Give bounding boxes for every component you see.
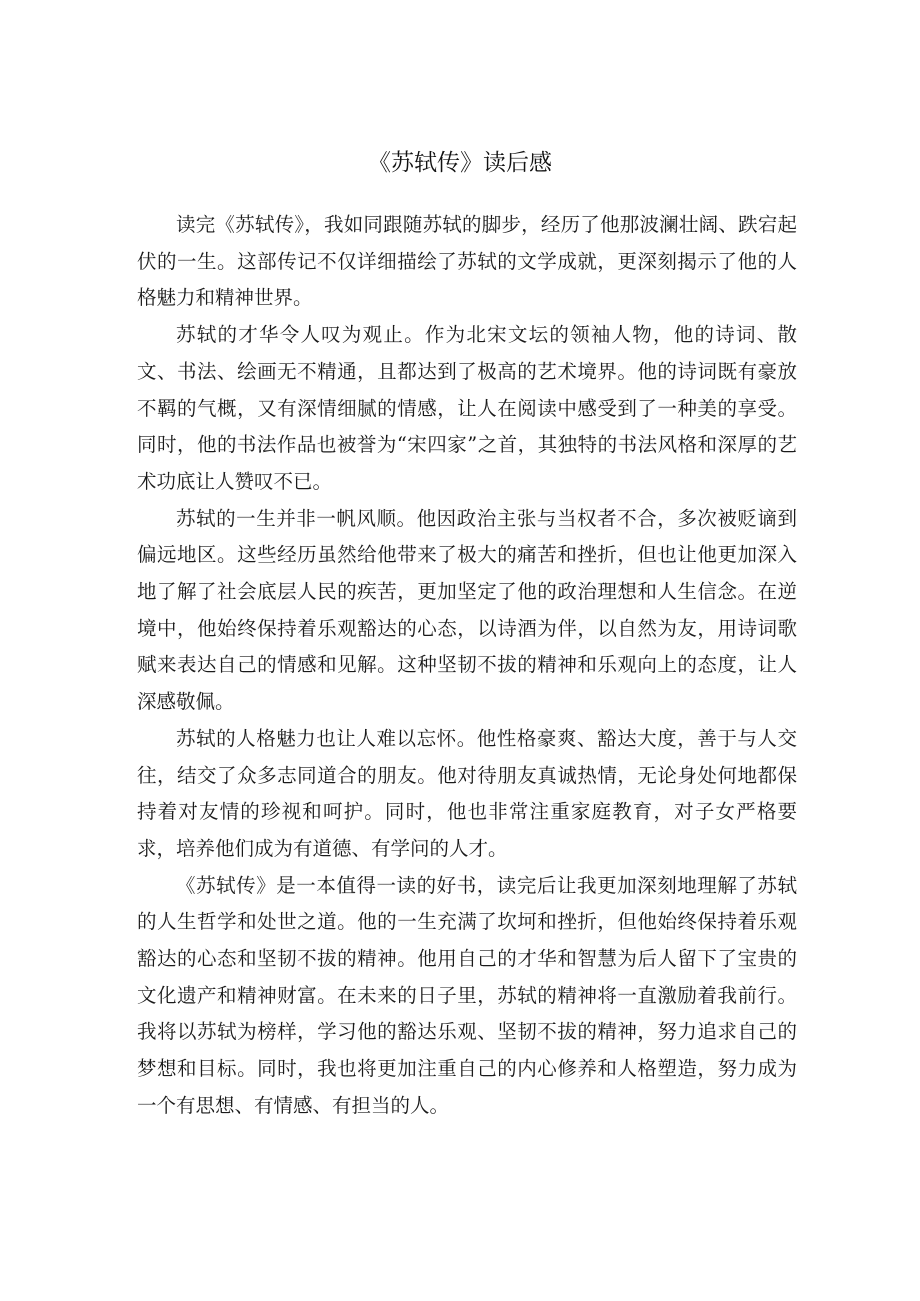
document-title: 《苏轼传》读后感 [368, 150, 552, 176]
paragraph: 苏轼的才华令人叹为观止。作为北宋文坛的领袖人物，他的诗词、散文、书法、绘画无不精通，且都达到了极高的艺术境界。他的诗词既有豪放不羁的气概，又有深情细腻的情感，让人在阅读中感受到了一种美的享受。同时，他的书法作品也被誉为“宋四家”之首，其独特的书法风格和深厚的艺术功底让人赞叹不已。 [137, 323, 797, 493]
paragraph: 苏轼的人格魅力也让人难以忘怀。他性格豪爽、豁达大度，善于与人交往，结交了众多志同道合的朋友。他对待朋友真诚热情，无论身处何地都保持着对友情的珍视和呵护。同时，他也非常注重家庭教育，对子女严格要求，培养他们成为有道德、有学问的人才。 [137, 726, 797, 860]
paragraph: 苏轼的一生并非一帆风顺。他因政治主张与当权者不合，多次被贬谪到偏远地区。这些经历虽然给他带来了极大的痛苦和挫折，但也让他更加深入地了解了社会底层人民的疾苦，更加坚定了他的政治理想和人生信念。在逆境中，他始终保持着乐观豁达的心态，以诗酒为伴，以自然为友，用诗词歌赋来表达自己的情感和见解。这种坚韧不拔的精神和乐观向上的态度，让人深感敬佩。 [137, 506, 797, 714]
document-body [137, 207, 797, 1125]
paragraph: 读完《苏轼传》，我如同跟随苏轼的脚步，经历了他那波澜壮阔、跌宕起伏的一生。这部传记不仅详细描绘了苏轼的文学成就，更深刻揭示了他的人格魅力和精神世界。 [137, 213, 797, 310]
paragraph: 《苏轼传》是一本值得一读的好书，读完后让我更加深刻地理解了苏轼的人生哲学和处世之道。他的一生充满了坎坷和挫折，但他始终保持着乐观豁达的心态和坚韧不拔的精神。他用自己的才华和智慧为后人留下了宝贵的文化遗产和精神财富。在未来的日子里，苏轼的精神将一直激励着我前行。我将以苏轼为榜样，学习他的豁达乐观、坚韧不拔的精神，努力追求自己的梦想和目标。同时，我也将更加注重自己的内心修养和人格塑造，努力成为一个有思想、有情感、有担当的人。 [137, 873, 797, 1117]
